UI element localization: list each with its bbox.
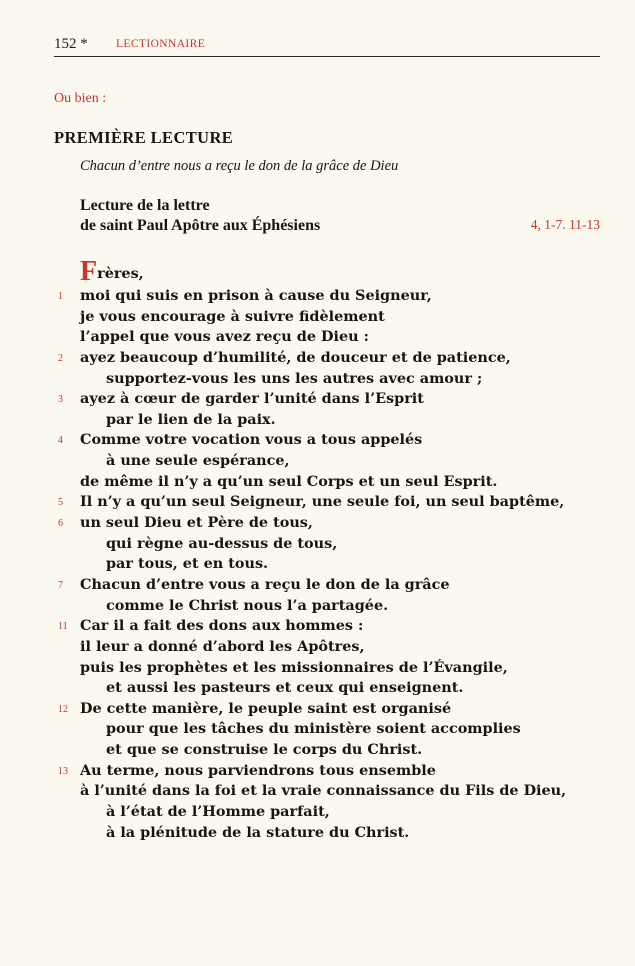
reading-line-text: à l’état de l’Homme parfait, (106, 803, 330, 821)
verse-number: 5 (58, 497, 63, 509)
reading-line-text: par tous, et en tous. (106, 555, 269, 573)
reading-line (0, 369, 635, 390)
reading-line-text: à la plénitude de la stature du Christ. (106, 823, 410, 841)
reading-line-text: supportez-vous les uns les autres avec amour ; (106, 369, 483, 387)
reading-line-text: ayez beaucoup d’humilité, de douceur et de patience, (80, 348, 511, 366)
scripture-reference: 4, 1-7. 11-13 (530, 217, 600, 232)
reading-line-text: par le lien de la paix. (106, 410, 276, 428)
reading-line-text: ayez à cœur de garder l’unité dans l’Esprit (80, 390, 424, 408)
reading-line-text: moi qui suis en prison à cause du Seigneur, (80, 287, 432, 304)
reading-line (0, 802, 635, 823)
reading-line (0, 823, 635, 844)
reading-text (0, 257, 635, 843)
reading-line-text: puis les prophètes et les missionnaires de l’Évangile, (80, 658, 508, 676)
reading-line (0, 781, 635, 802)
reading-line-text: un seul Dieu et Père de tous, (80, 514, 313, 532)
first-line-text (80, 257, 144, 288)
reading-first-line (0, 257, 635, 286)
reading-line-text: à une seule espérance, (106, 452, 290, 470)
reading-line (0, 658, 635, 679)
reading-line-text: Au terme, nous parviendrons tous ensemble (80, 761, 436, 779)
verse-number: 4 (58, 435, 63, 447)
reading-line (0, 513, 635, 534)
drop-cap: F (80, 256, 98, 287)
reading-line-text: à l’unité dans la foi et la vraie connaissance du Fils de Dieu, (80, 782, 567, 800)
reading-line (0, 430, 635, 451)
reading-line (0, 761, 635, 782)
reading-line-text: qui règne au-dessus de tous, (106, 534, 338, 552)
reading-line-text: Comme votre vocation vous a tous appelés (80, 431, 423, 449)
reading-line (0, 348, 635, 369)
verse-number: 13 (58, 765, 68, 777)
section-title: PREMIÈRE LECTURE (54, 128, 234, 147)
reading-line (0, 596, 635, 617)
reading-line (0, 699, 635, 720)
reading-line (0, 410, 635, 431)
verse-number: 11 (58, 621, 68, 633)
reading-line-text: je vous encourage à suivre fidèlement (80, 307, 385, 325)
reading-line (0, 740, 635, 761)
reading-line (0, 389, 635, 410)
reading-line-text: comme le Christ nous l’a partagée. (106, 596, 389, 614)
reading-line-text: et que se construise le corps du Christ. (106, 741, 423, 759)
reading-line (0, 719, 635, 740)
reading-line-text: de même il n’y a qu’un seul Corps et un seul Esprit. (80, 472, 498, 490)
verse-number: 3 (58, 394, 63, 406)
reading-line (0, 472, 635, 493)
reading-line (0, 327, 635, 348)
verse-number: 7 (58, 579, 63, 591)
reading-line (0, 451, 635, 472)
first-word-rest: rères, (97, 265, 144, 282)
reading-subtitle: Chacun d’entre nous a reçu le don de la grâce de Dieu (80, 158, 399, 174)
reading-line (0, 307, 635, 328)
reading-line (0, 575, 635, 596)
reading-line-text: Chacun d’entre vous a reçu le don de la grâce (80, 575, 450, 593)
reading-line-text: pour que les tâches du ministère soient accomplies (106, 720, 521, 738)
reading-line (0, 678, 635, 699)
reading-line (0, 534, 635, 555)
reading-line-text: il leur a donné d’abord les Apôtres, (80, 637, 365, 655)
verse-number: 12 (58, 703, 68, 715)
running-head: LECTIONNAIRE (116, 38, 206, 50)
verse-number: 1 (58, 291, 63, 302)
reading-line (0, 554, 635, 575)
reading-line-text: et aussi les pasteurs et ceux qui enseignent. (106, 679, 464, 697)
reading-line-text: Car il a fait des dons aux hommes : (80, 617, 364, 635)
reading-line-text: l’appel que vous avez reçu de Dieu : (80, 328, 369, 346)
reading-line-text: Il n’y a qu’un seul Seigneur, une seule foi, un seul baptême, (80, 493, 565, 511)
reading-heading-line-1: Lecture de la lettre (80, 197, 210, 214)
reading-heading-line-2: de saint Paul Apôtre aux Éphésiens (80, 217, 321, 234)
reading-line-text: De cette manière, le peuple saint est organisé (80, 699, 452, 717)
reading-line (0, 286, 635, 307)
alternative-label: Ou bien : (54, 91, 107, 106)
page-number: 152 * (54, 36, 88, 52)
verse-number: 2 (58, 352, 63, 364)
reading-line (0, 637, 635, 658)
verse-number: 6 (58, 518, 63, 530)
reading-line (0, 616, 635, 637)
reading-heading (80, 196, 320, 236)
page-header (54, 36, 600, 57)
reading-line (0, 492, 635, 513)
